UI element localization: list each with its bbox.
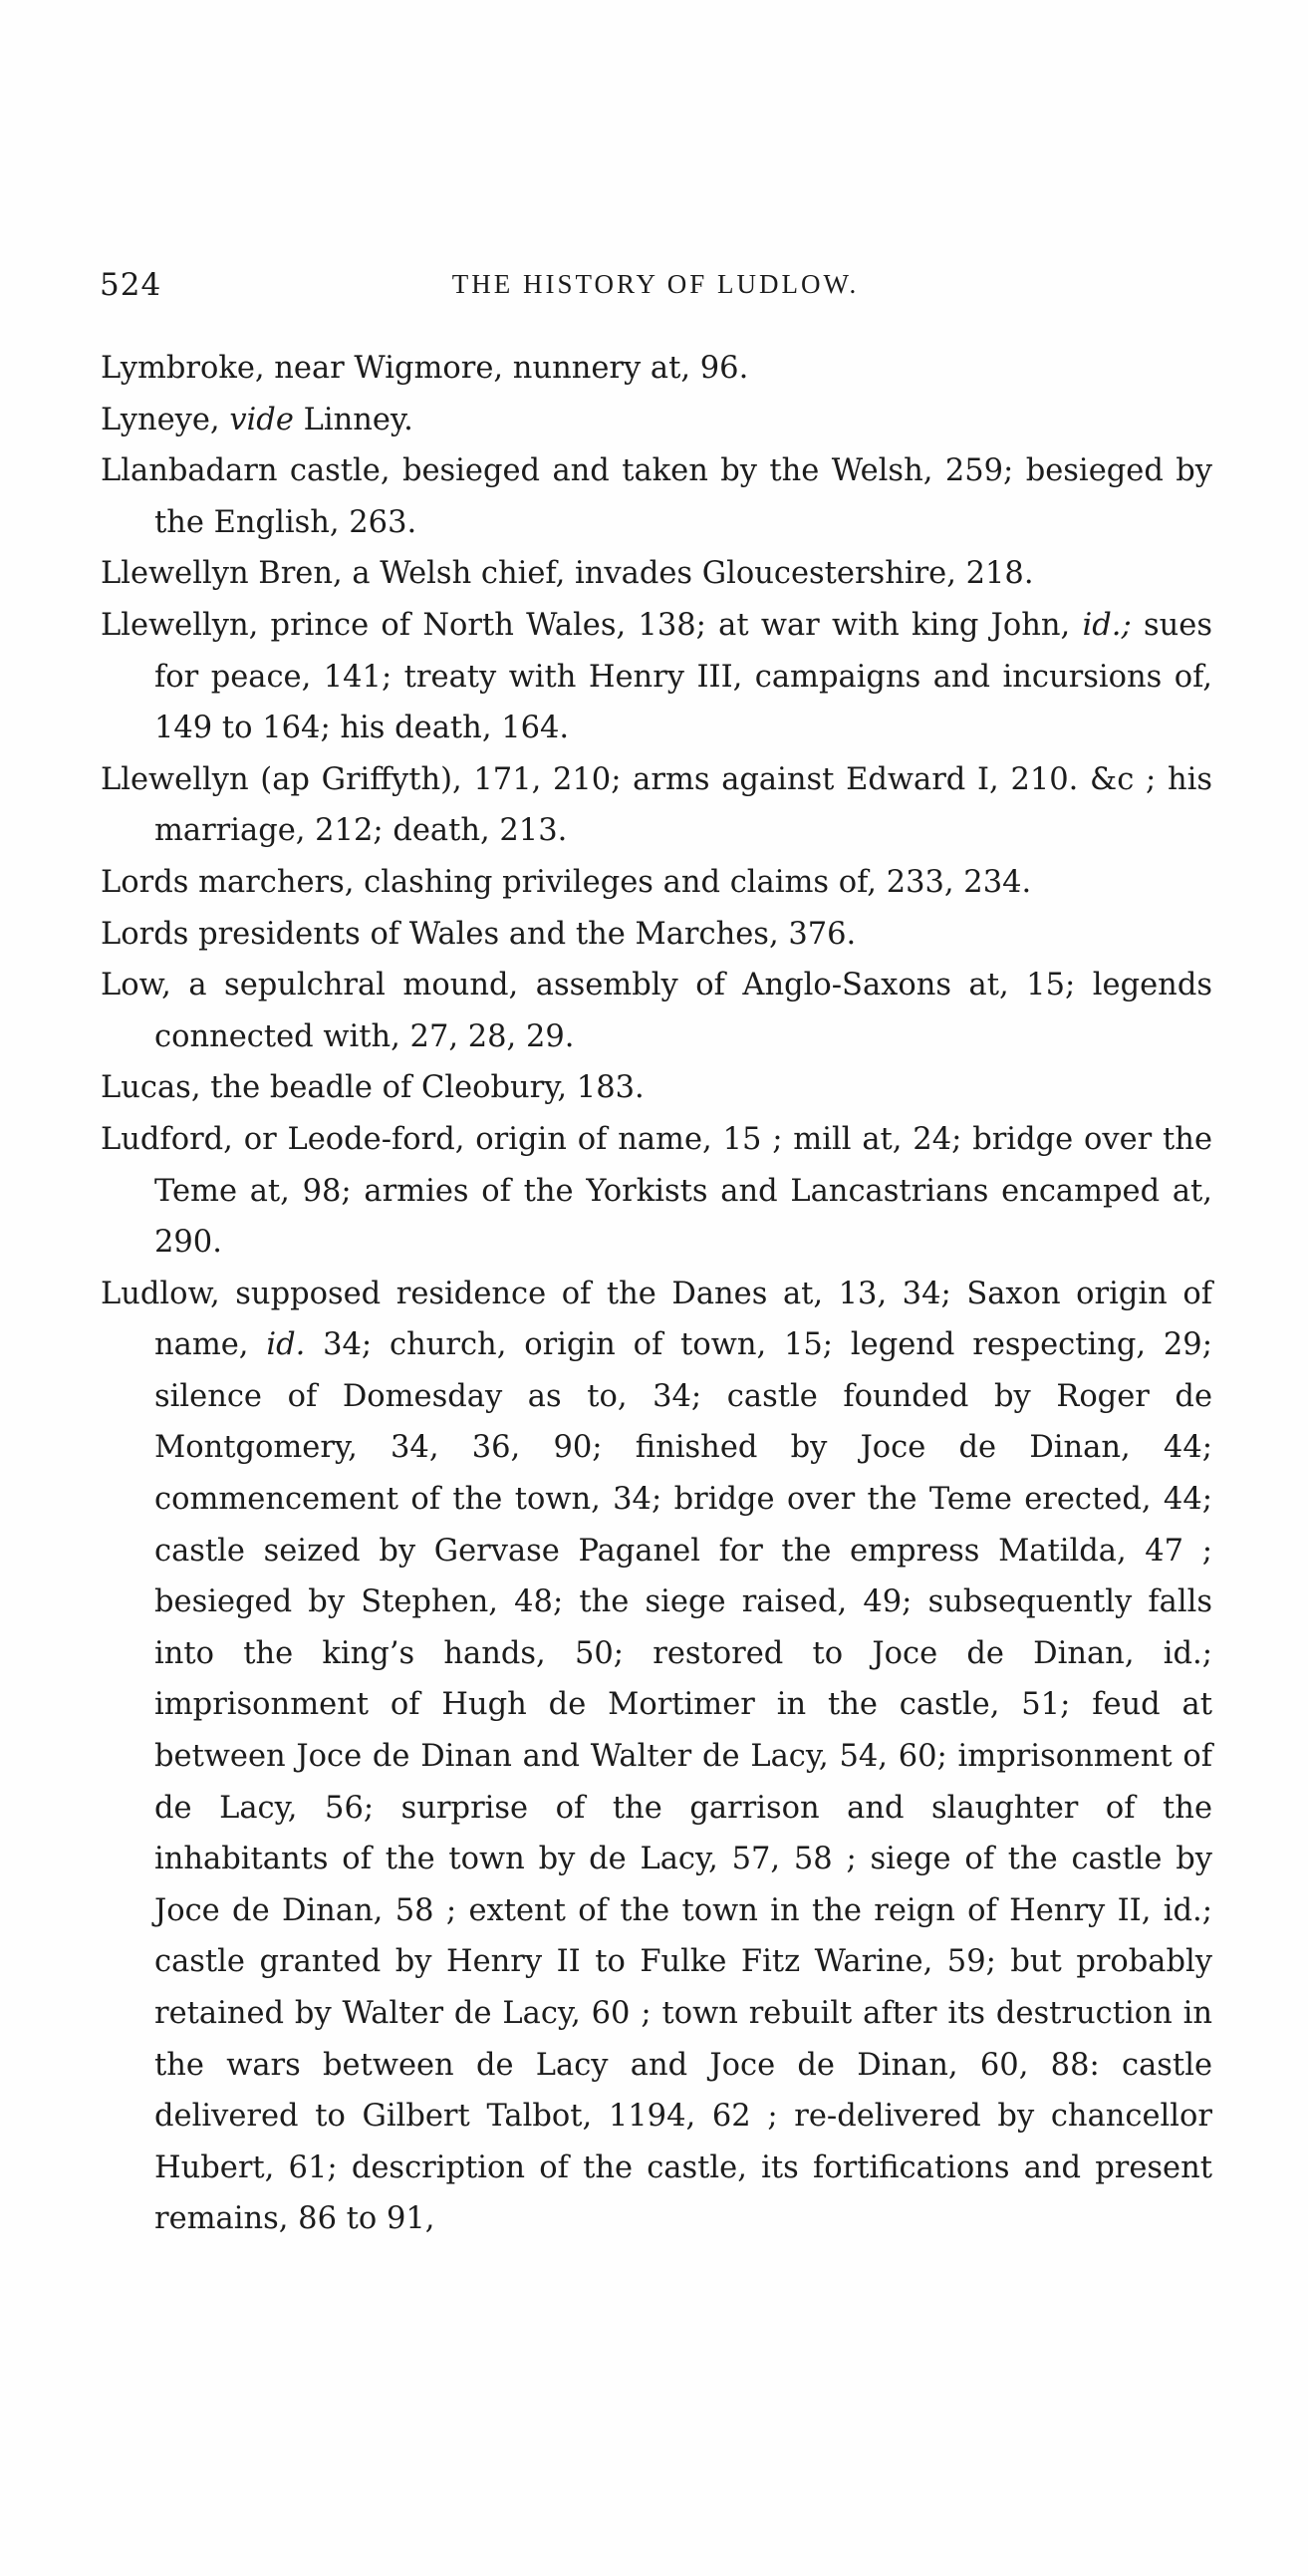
entry-italic: vide [229,402,294,437]
entry-text: Llanbadarn castle, besieged and taken by the Welsh, 259; besieged by the English, 263. [101,453,1212,540]
index-entry [101,960,1212,1062]
entry-text: Ludlow, supposed residence of the Danes at, 13, 34; Saxon origin of name, [101,1276,1212,1363]
index-entry [101,909,1212,961]
index-entry [101,1062,1212,1114]
entry-text: Llewellyn, prince of North Wales, 138; at war with king John, [101,607,1083,643]
entry-text: Lyneye, [101,402,230,437]
entry-text: Lords presidents of Wales and the Marches, 376. [101,916,857,952]
entry-italic: id.; [1082,607,1132,643]
entry-text: Llewellyn Bren, a Welsh chief, invades Gloucestershire, 218. [101,556,1034,592]
index-entry [101,548,1212,600]
entry-text: Lymbroke, near Wigmore, nunnery at, 96. [101,351,749,386]
page-number: 524 [100,267,162,303]
index-entry [101,754,1212,857]
page-title: THE HISTORY OF LUDLOW. [451,269,860,299]
entry-text: Lords marchers, clashing privileges and claims of, 233, 234. [101,864,1032,900]
index-entry [101,1114,1212,1269]
entry-text: Lucas, the beadle of Cleobury, 183. [101,1070,645,1106]
entry-text: Ludford, or Leode-ford, origin of name, 15 ; mill at, 24; bridge over the Teme at, 98; armies of the Yorkists and Lancastrians encamped at, 290. [101,1121,1212,1261]
index-entry [101,395,1212,446]
entry-text: Llewellyn (ap Griffyth), 171, 210; arms against Edward I, 210. &c ; his marriage, 212; death, 213. [101,761,1212,849]
running-head [100,267,1211,317]
entry-text-tail: Linney. [293,402,413,437]
entry-text-tail: sues for peace, 141; treaty with Henry III, campaigns and incursions of, 149 to 164; his death, 164. [154,607,1212,746]
entry-text: Low, a sepulchral mound, assembly of Anglo-Saxons at, 15; legends connected with, 27, 28, 29. [101,968,1212,1054]
index-entry [101,343,1212,395]
index-entry [101,600,1212,754]
index-entries [101,343,1212,2245]
entry-text-tail: 34; church, origin of town, 15; legend respecting, 29; silence of Domesday as to, 34; castle founded by Roger de Montgomery, 34, 36, 90; finished by Joce de Dinan, 44; commencement of the town, 34; bridge over the Teme erected, 44; castle seized by Gervase Paganel for the empress Matilda, 47 ; besieged by Stephen, 48; the siege raised, 49; subsequently falls into the king’s hands, 50; restored to Joce de Dinan, id.; imprisonment of Hugh de Mortimer in the castle, 51; feud at between Joce de Dinan and Walter de Lacy, 54, 60; imprisonment of de Lacy, 56; surprise of the garrison and slaughter of the inhabitants of the town by de Lacy, 57, 58 ; siege of the castle by Joce de Dinan, 58 ; extent of the town in the reign of Henry II, id.; castle granted by Henry II to Fulke Fitz Warine, 59; but probably retained by Walter de Lacy, 60 ; town rebuilt after its destruction in the wars between de Lacy and Joce de Dinan, 60, 88: castle delivered to Gilbert Talbot, 1194, 62 ; re-delivered by chancellor Hubert, 61; description of the castle, its fortifications and present remains, 86 to 91, [154,1327,1212,2237]
index-entry [101,1269,1212,2245]
index-entry [101,445,1212,548]
entry-italic: id. [266,1327,306,1363]
index-entry [101,857,1212,909]
